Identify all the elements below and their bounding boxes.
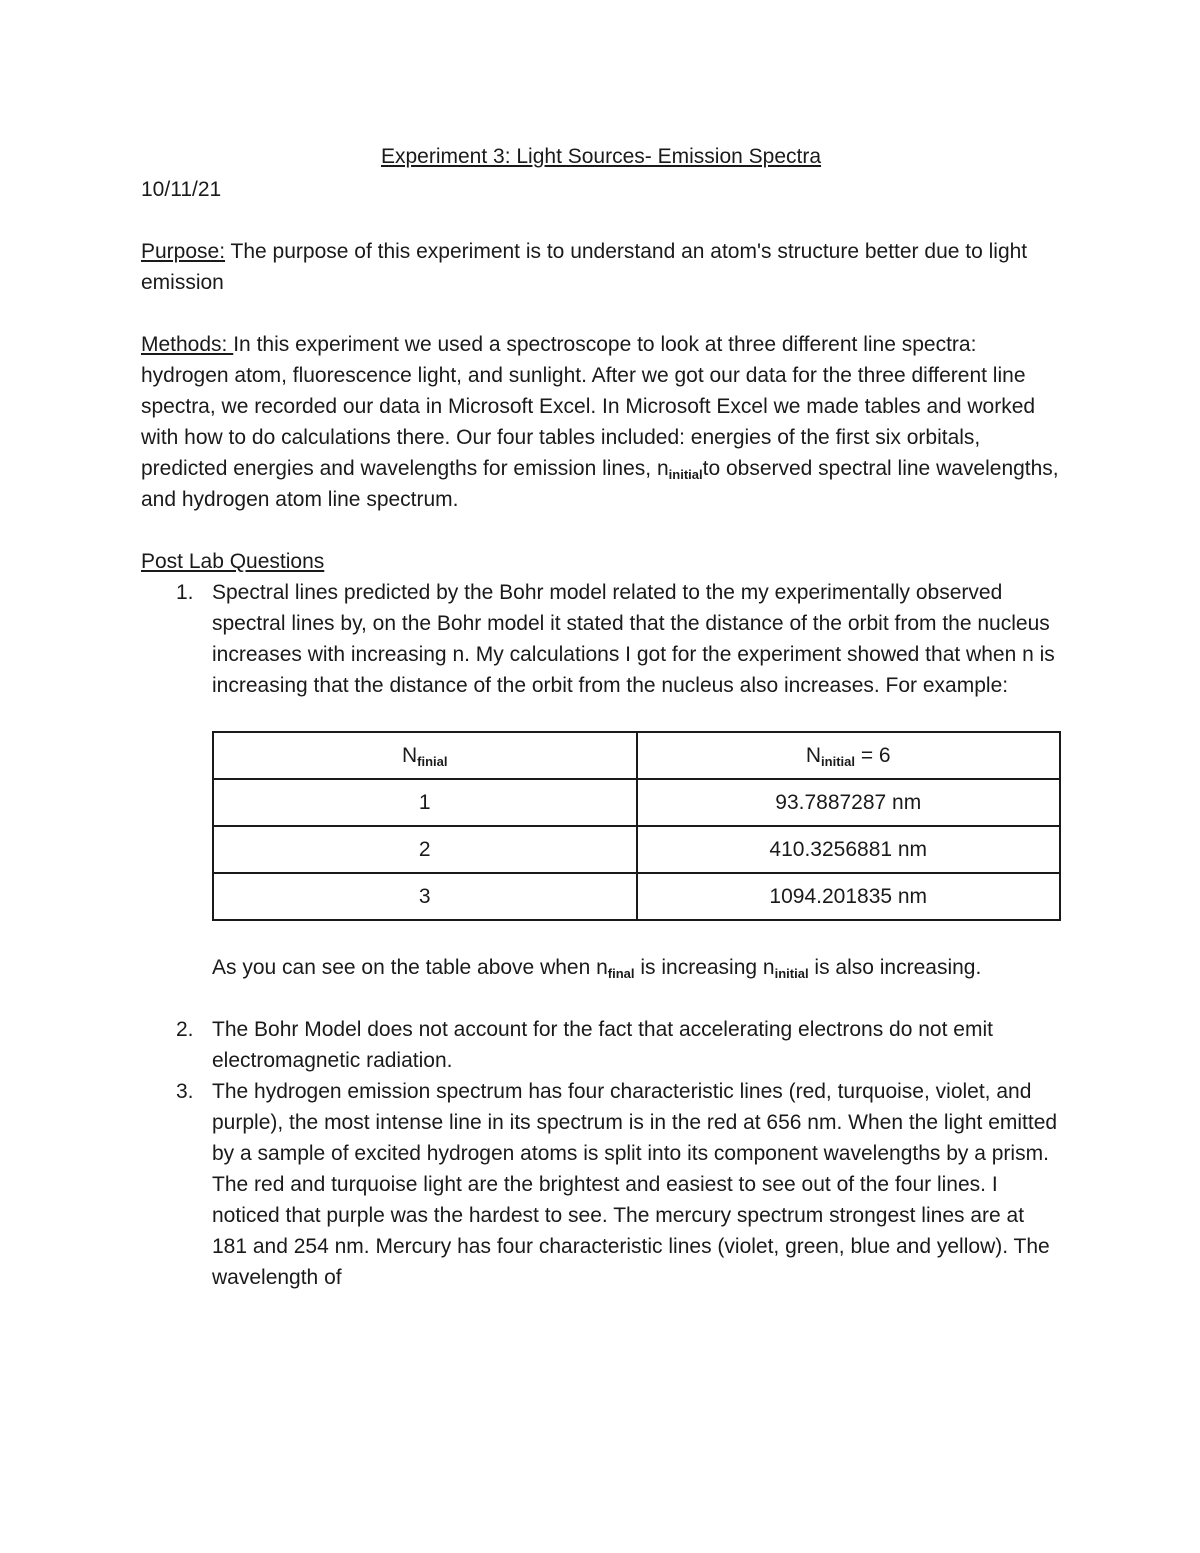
table-header-row	[213, 732, 1060, 779]
methods-label: Methods:	[141, 333, 234, 356]
question-3	[141, 1076, 1061, 1293]
purpose-paragraph	[141, 236, 1061, 298]
methods-text-end: to observed spectral line wavelengths, and hydrogen atom line spectrum.	[141, 457, 1059, 511]
post-lab-questions	[141, 577, 1061, 701]
n-initial-symbol: $n_{initial}$	[762, 956, 809, 981]
cell-wavelength: 410.3256881 nm	[637, 826, 1061, 873]
post-lab-questions-continued	[141, 1014, 1061, 1293]
question-text: The hydrogen emission spectrum has four characteristic lines (red, turquoise, violet, and purple), the most intense line in its spectrum is in the red at 656 nm. When the light emitted by a sample of excited hydrogen atoms is split into its component wavelengths by a prism. The red and turquoise light are the brightest and easiest to see out of the four lines. I noticed that purple was the hardest to see. The mercury spectrum strongest lines are at 181 and 254 nm. Mercury has four characteristic lines (violet, green, blue and yellow). The wavelength of	[212, 1080, 1058, 1289]
post-lab-heading: Post Lab Questions	[141, 550, 325, 573]
question-2	[141, 1014, 1061, 1076]
purpose-text: The purpose of this experiment is to understand an atom's structure better due to light emission	[141, 240, 1028, 294]
date: 10/11/21	[141, 178, 222, 201]
purpose-label: Purpose:	[141, 240, 226, 263]
wavelength-table	[212, 731, 1061, 921]
table-row	[213, 873, 1060, 920]
table-observation: As you can see on the table above when $n_{final}$ is increasing $n_{initial}$ is also increasing.	[212, 956, 982, 981]
question-1	[141, 577, 1061, 701]
cell-n-final: 2	[213, 826, 637, 873]
question-text: Spectral lines predicted by the Bohr model related to the my experimentally observed spectral lines by, on the Bohr model it stated that the distance of the orbit from the nucleus increases with increasing n. My calculations I got for the experiment showed that when n is increasing that the distance of the orbit from the nucleus also increases. For example:	[212, 581, 1055, 697]
page-title: Experiment 3: Light Sources- Emission Spectra	[380, 145, 822, 168]
spacer	[141, 205, 1061, 236]
table-row	[213, 779, 1060, 826]
header-n-initial: $N_{initial} = 6$	[637, 732, 1061, 779]
cell-wavelength: 1094.201835 nm	[637, 873, 1061, 920]
cell-n-final: 1	[213, 779, 637, 826]
question-number: 3.	[176, 1080, 194, 1103]
cell-wavelength: 93.7887287 nm	[637, 779, 1061, 826]
spacer	[141, 298, 1061, 329]
n-final-symbol: $n_{final}$	[596, 956, 635, 981]
header-n-final: $N_{finial}$	[213, 732, 637, 779]
methods-paragraph	[141, 329, 1061, 515]
question-number: 2.	[176, 1018, 194, 1041]
question-text: The Bohr Model does not account for the fact that accelerating electrons do not emit electromagnetic radiation.	[212, 1018, 993, 1072]
n-initial-symbol: $n_{initial}$	[656, 457, 703, 482]
spacer	[141, 515, 1061, 546]
question-number: 1.	[176, 581, 194, 604]
spacer	[141, 983, 1061, 1014]
table-row	[213, 826, 1060, 873]
cell-n-final: 3	[213, 873, 637, 920]
document-page	[141, 141, 1061, 1293]
methods-text: In this experiment we used a spectroscope to look at three different line spectra: hydrogen atom, fluorescence light, and sunlight. After we got our data for the three different line spectra, we recorded our data in Microsoft Excel. In Microsoft Excel we made tables and worked with how to do calculations there. Our four tables included: energies of the first six orbitals, predicted energies and wavelengths for emission lines,	[141, 333, 1036, 480]
